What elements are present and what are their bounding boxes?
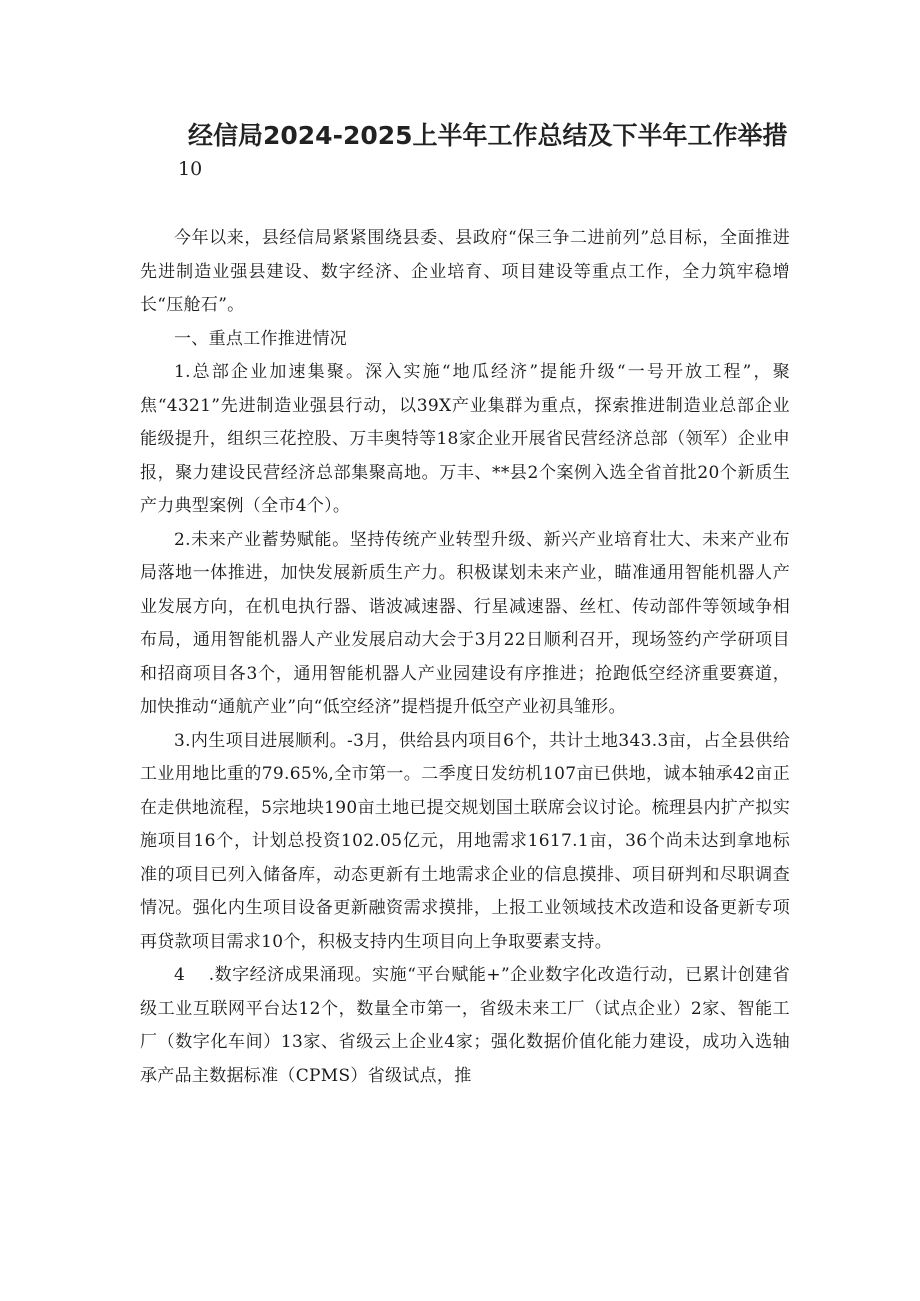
intro-paragraph: 今年以来，县经信局紧紧围绕县委、县政府“保三争二进前列”总目标，全面推进先进制造业强县建设、数字经济、企业培育、项目建设等重点工作，全力筑牢稳增长“压舱石”。 (140, 228, 790, 315)
paragraph-item-2: 2.未来产业蓄势赋能。坚持传统产业转型升级、新兴产业培育壮大、未来产业布局落地一体推进，加快发展新质生产力。积极谋划未来产业，瞄准通用智能机器人产业发展方向，在机电执行器、谐波减速器、行星减速器、丝杠、传动部件等领域争相布局，通用智能机器人产业发展启动大会于3月22日顺利召开，现场签约产学研项目和招商项目各3个，通用智能机器人产业园建设有序推进；抢跑低空经济重要赛道，加快推动“通航产业”向“低空经济”提档提升低空产业初具雏形。 (140, 529, 790, 717)
paragraph-item-3: 3.内生项目进展顺利。-3月，供给县内项目6个，共计土地343.3亩，占全县供给工业用地比重的79.65%,全市第一。二季度日发纺机107亩已供地，诚本轴承42亩正在走供地流程，5宗地块190亩土地已提交规划国土联席会议讨论。梳理县内扩产拟实施项目16个，计划总投资102.05亿元，用地需求1617.1亩，36个尚未达到拿地标准的项目已列入储备库，动态更新有土地需求企业的信息摸排、项目研判和尽职调查情况。强化内生项目设备更新融资需求摸排，上报工业领域技术改造和设备更新专项再贷款项目需求10个，积极支持内生项目向上争取要素支持。 (140, 730, 790, 952)
section-heading: 一、重点工作推进情况 (174, 328, 347, 349)
document-title: 经信局2024-2025上半年工作总结及下半年工作举措 (188, 121, 788, 150)
paragraph-item-1: 1.总部企业加速集聚。深入实施“地瓜经济”提能升级“一号开放工程”，聚焦“4321”先进制造业强县行动，以39X产业集群为重点，探索推进制造业总部企业能级提升，组织三花控股、万丰奥特等18家企业开展省民营经济总部（领军）企业申报，聚力建设民营经济总部集聚高地。万丰、**县2个案例入选全省首批20个新质生产力典型案例（全市4个）。 (140, 362, 790, 516)
paragraph-item-4: 4 .数字经济成果涌现。实施“平台赋能+”企业数字化改造行动，已累计创建省级工业互联网平台达12个，数量全市第一，省级未来工厂（试点企业）2家、智能工厂（数字化车间）13家、省级云上企业4家；强化数据价值化能力建设，成功入选轴承产品主数据标准（CPMS）省级试点，推 (140, 965, 790, 1086)
document-subtitle: 10 (178, 158, 203, 180)
document-body (140, 222, 790, 1093)
